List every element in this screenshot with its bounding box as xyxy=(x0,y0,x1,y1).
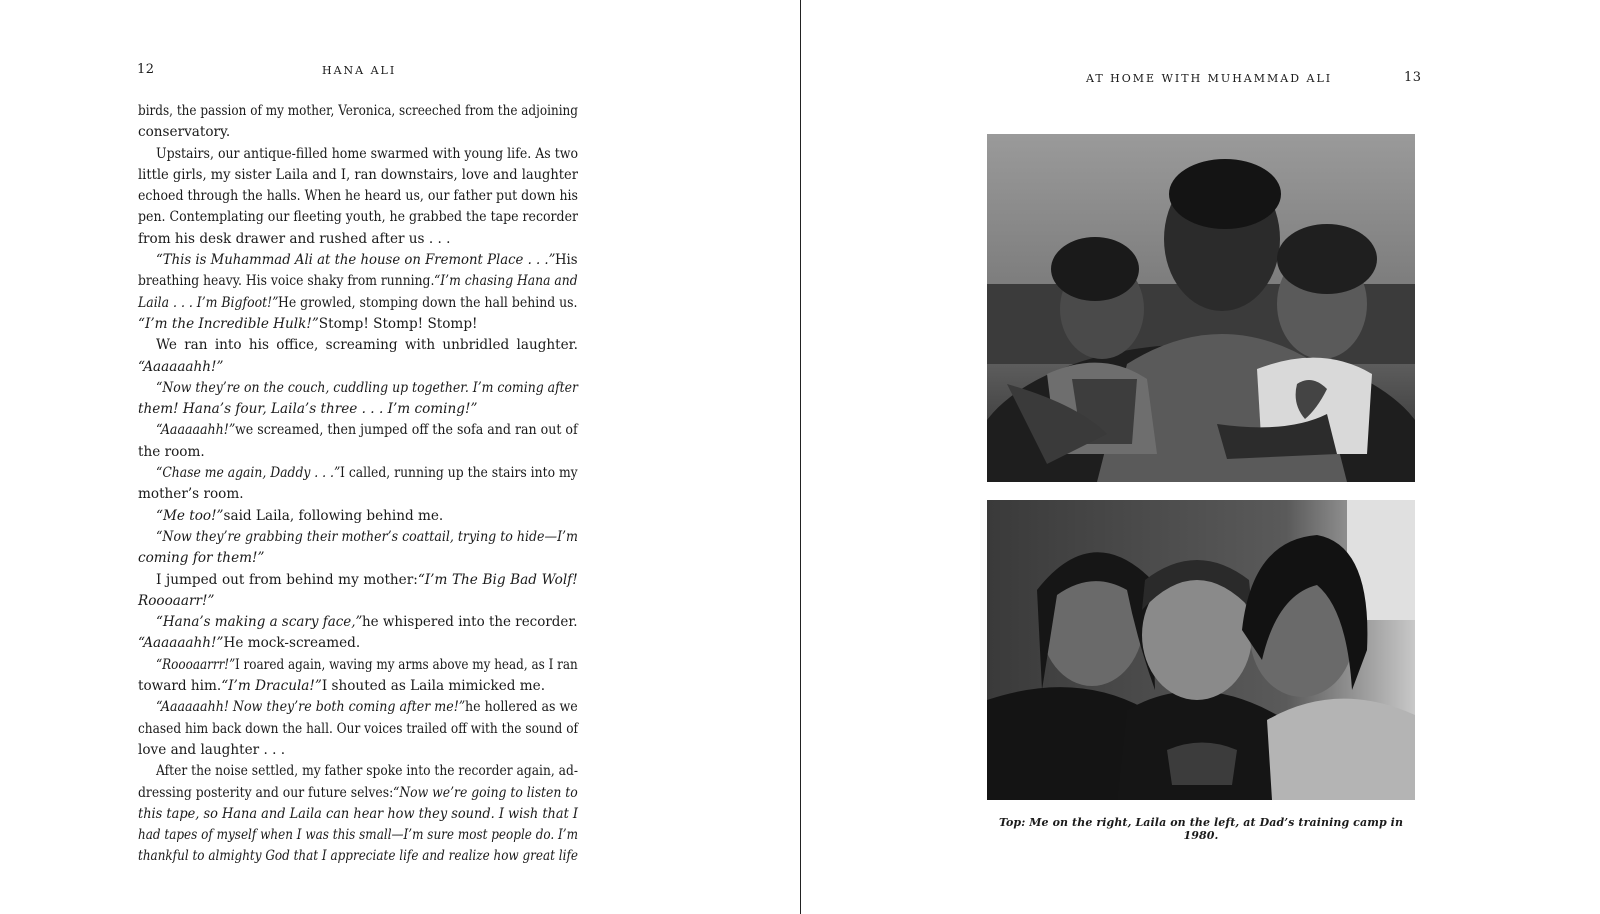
italic-text: them! Hana’s four, Laila’s three . . . I’m coming!” xyxy=(138,401,478,418)
roman-text: pen. Contemplating our fleeting youth, he grabbed the tape recorder xyxy=(138,209,579,226)
text-line xyxy=(138,165,578,186)
roman-text: After the noise settled, my father spoke into the recorder again, ad- xyxy=(156,763,578,780)
photo-caption: Top: Me on the right, Laila on the left, at Dad’s training camp in 1980. xyxy=(998,816,1404,842)
roman-text: Stomp! Stomp! Stomp! xyxy=(318,315,478,332)
italic-text: “I’m The Big Bad Wolf! xyxy=(417,571,578,588)
italic-text: thankful to almighty God that I appreciate life and realize how great life xyxy=(138,848,579,865)
text-line xyxy=(138,719,578,740)
text-line xyxy=(138,570,578,591)
roman-text: chased him back down the hall. Our voices trailed off with the sound of xyxy=(138,720,579,737)
text-line xyxy=(138,335,578,356)
page-number-right: 13 xyxy=(1404,70,1422,85)
roman-text: I roared again, waving my arms above my head, as I ran xyxy=(235,656,579,673)
roman-text: He growled, stomping down the hall behind us. xyxy=(278,294,579,311)
roman-text: echoed through the halls. When he heard us, our father put down his xyxy=(138,188,578,205)
roman-text: He mock-screamed. xyxy=(223,635,361,652)
text-line xyxy=(138,783,578,804)
roman-text: I jumped out from behind my mother: xyxy=(156,571,418,588)
roman-text: Upstairs, our antique-filled home swarmed with young life. As two xyxy=(156,145,579,162)
text-line xyxy=(138,697,578,718)
text-line xyxy=(138,442,578,463)
text-line xyxy=(138,676,578,697)
text-line xyxy=(138,378,578,399)
italic-text: this tape, so Hana and Laila can hear how they sound. I wish that I xyxy=(138,805,578,822)
roman-text: said Laila, following behind me. xyxy=(223,507,444,524)
text-line xyxy=(138,804,578,825)
roman-text: birds, the passion of my mother, Veronica, screeched from the adjoining xyxy=(138,103,579,119)
italic-text: “I’m the Incredible Hulk!” xyxy=(138,315,319,332)
text-line xyxy=(138,527,578,548)
italic-text: “Now they’re grabbing their mother’s coattail, trying to hide—I’m xyxy=(156,528,578,545)
text-line xyxy=(138,271,578,292)
roman-text: he hollered as we xyxy=(465,699,578,716)
roman-text: His xyxy=(555,252,579,269)
text-line xyxy=(138,591,578,612)
italic-text: “This is Muhammad Ali at the house on Fremont Place . . .” xyxy=(156,252,556,269)
italic-text: “Hana’s making a scary face,” xyxy=(156,614,363,631)
text-line xyxy=(138,186,578,207)
roman-text: the room. xyxy=(138,443,205,460)
text-line xyxy=(138,101,578,122)
italic-text: “Aaaaaahh! Now they’re both coming after me!” xyxy=(156,699,466,716)
italic-text: Roooaarr!” xyxy=(138,592,215,609)
text-line xyxy=(138,846,578,867)
roman-text: he whispered into the recorder. xyxy=(362,614,578,631)
text-line xyxy=(138,825,578,846)
text-line xyxy=(138,122,578,143)
italic-text: “Now we’re going to listen to xyxy=(393,784,578,801)
text-line xyxy=(138,484,578,505)
text-line xyxy=(138,229,578,250)
roman-text: We ran into his office, screaming with unbridled laughter. xyxy=(156,337,578,354)
roman-text: from his desk drawer and rushed after us . . . xyxy=(138,230,451,247)
italic-text: “Aaaaaahh!” xyxy=(156,422,236,439)
roman-text: breathing heavy. His voice shaky from running. xyxy=(138,273,435,290)
italic-text: “Roooaarrr!” xyxy=(156,656,236,673)
text-line xyxy=(138,293,578,314)
italic-text: “Aaaaaahh!” xyxy=(138,635,224,652)
page-number-left: 12 xyxy=(137,62,155,77)
text-line xyxy=(138,761,578,782)
text-line xyxy=(138,740,578,761)
text-line xyxy=(138,420,578,441)
roman-text: mother’s room. xyxy=(138,486,244,503)
roman-text: conservatory. xyxy=(138,124,231,141)
italic-text: “I’m chasing Hana and xyxy=(434,273,578,290)
italic-text: “I’m Dracula!” xyxy=(221,678,322,695)
text-line xyxy=(138,399,578,420)
italic-text: “Chase me again, Daddy . . .” xyxy=(156,465,341,482)
text-line xyxy=(138,463,578,484)
roman-text: toward him. xyxy=(138,678,222,695)
text-line xyxy=(138,612,578,633)
body-text xyxy=(138,101,578,868)
running-head-author: HANA ALI xyxy=(322,64,397,77)
bottom-photo xyxy=(987,500,1415,800)
running-head-title: AT HOME WITH MUHAMMAD ALI xyxy=(1086,72,1333,85)
italic-text: “Now they’re on the couch, cuddling up together. I’m coming after xyxy=(156,379,579,396)
text-line xyxy=(138,506,578,527)
italic-text: Laila . . . I’m Bigfoot!” xyxy=(138,294,279,311)
right-page xyxy=(801,0,1600,914)
roman-text: we screamed, then jumped off the sofa and ran out of xyxy=(235,422,578,439)
text-line xyxy=(138,633,578,654)
roman-text: love and laughter . . . xyxy=(138,741,286,758)
top-photo xyxy=(987,134,1415,482)
text-line xyxy=(138,207,578,228)
text-line xyxy=(138,144,578,165)
text-line xyxy=(138,250,578,271)
text-line xyxy=(138,655,578,676)
italic-text: “Aaaaaahh!” xyxy=(138,358,224,375)
text-line xyxy=(138,548,578,569)
roman-text: dressing posterity and our future selves: xyxy=(138,784,394,801)
roman-text: little girls, my sister Laila and I, ran downstairs, love and laughter xyxy=(138,166,578,183)
italic-text: “Me too!” xyxy=(156,507,224,524)
roman-text: I shouted as Laila mimicked me. xyxy=(321,678,546,695)
italic-text: had tapes of myself when I was this small—I’m sure most people do. I’m xyxy=(138,827,578,844)
text-line xyxy=(138,357,578,378)
text-line xyxy=(138,314,578,335)
roman-text: I called, running up the stairs into my xyxy=(340,465,578,482)
italic-text: coming for them!” xyxy=(138,550,265,567)
